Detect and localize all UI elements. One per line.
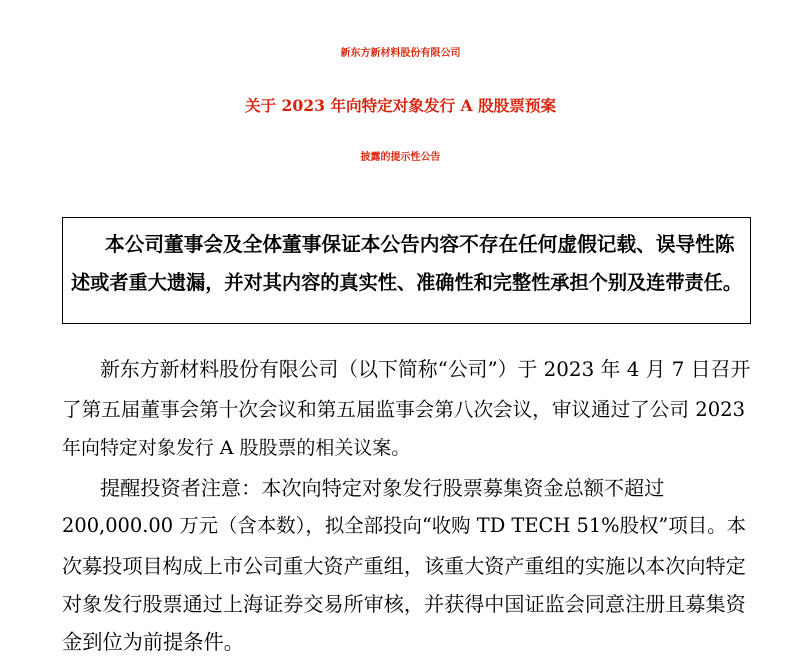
announcement-subtitle: 披露的提示性公告 (360, 152, 441, 163)
body-paragraph-2-line: 200,000.00 万元（含本数），拟全部投向“收购 TD TECH 51%股权”项目。本 (62, 514, 746, 537)
body-paragraph-1-line: 新东方新材料股份有限公司（以下简称“公司”）于 2023 年 4 月 7 日召开 (100, 358, 751, 381)
announcement-title: 关于 2023 年向特定对象发行 A 股股票预案 (244, 96, 557, 115)
body-paragraph-2-line: 金到位为前提条件。 (62, 630, 244, 654)
company-name-title: 新东方新材料股份有限公司 (340, 48, 461, 59)
body-paragraph-2-line: 对象发行股票通过上海证券交易所审核，并获得中国证监会同意注册且募集资 (62, 592, 746, 616)
body-paragraph-2-line: 提醒投资者注意：本次向特定对象发行股票募集资金总额不超过 (100, 476, 665, 500)
notice-line: 述或者重大遗漏，并对其内容的真实性、准确性和完整性承担个别及连带责任。 (71, 271, 743, 294)
body-paragraph-1-line: 年向特定对象发行 A 股股票的相关议案。 (62, 437, 411, 459)
notice-line: 本公司董事会及全体董事保证本公告内容不存在任何虚假记载、误导性陈 (105, 233, 735, 256)
body-paragraph-1-line: 了第五届董事会第十次会议和第五届监事会第八次会议，审议通过了公司 2023 (62, 398, 746, 421)
body-paragraph-2-line: 次募投项目构成上市公司重大资产重组，该重大资产重组的实施以本次向特定 (62, 554, 746, 578)
board-guarantee-notice-box (62, 217, 751, 324)
